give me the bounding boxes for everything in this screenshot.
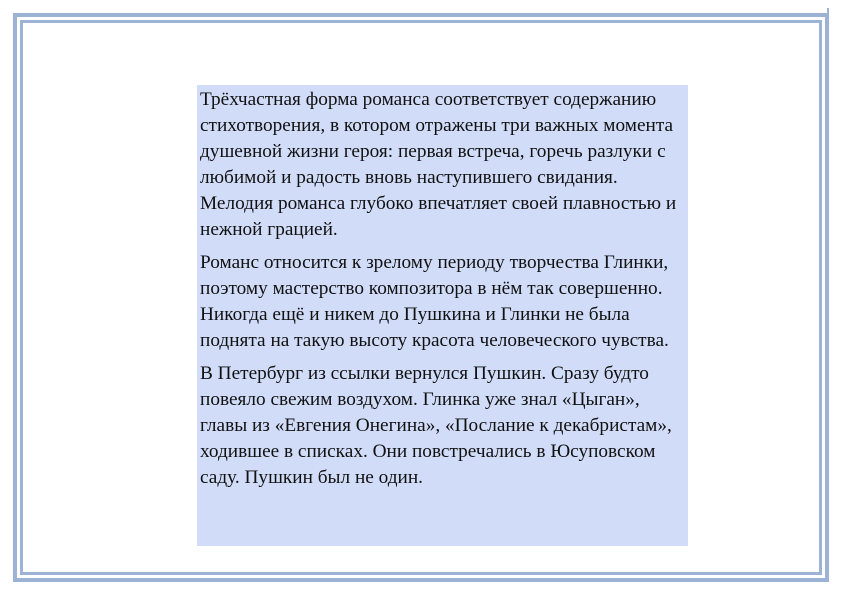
paragraph-mature-period: Романс относится к зрелому периоду творчества Глинки, поэтому мастерство композитора в нём так совершенно. Никогда ещё и никем до Пушкина и Глинки не была поднята на такую высоту красота человеческого чувства. [200,252,669,351]
slide-text-box [197,85,688,546]
paragraph-pushkin-return: В Петербург из ссылки вернулся Пушкин. Сразу будто повеяло свежим воздухом. Глинка уже знал «Цыган», главы из «Евгения Онегина», «Послание к декабристам», ходившее в списках. Они повстречались в Юсуповском саду. Пушкин был не один. [200,363,672,488]
frame-corner-mark [827,8,829,16]
paragraph-romance-form: Трёхчастная форма романса соответствует содержанию стихотворения, в котором отражены три важных момента душевной жизни героя: первая встреча, горечь разлуки с любимой и радость вновь наступившего свидания. Мелодия романса глубоко впечатляет своей плавностью и нежной грацией. [200,89,677,240]
